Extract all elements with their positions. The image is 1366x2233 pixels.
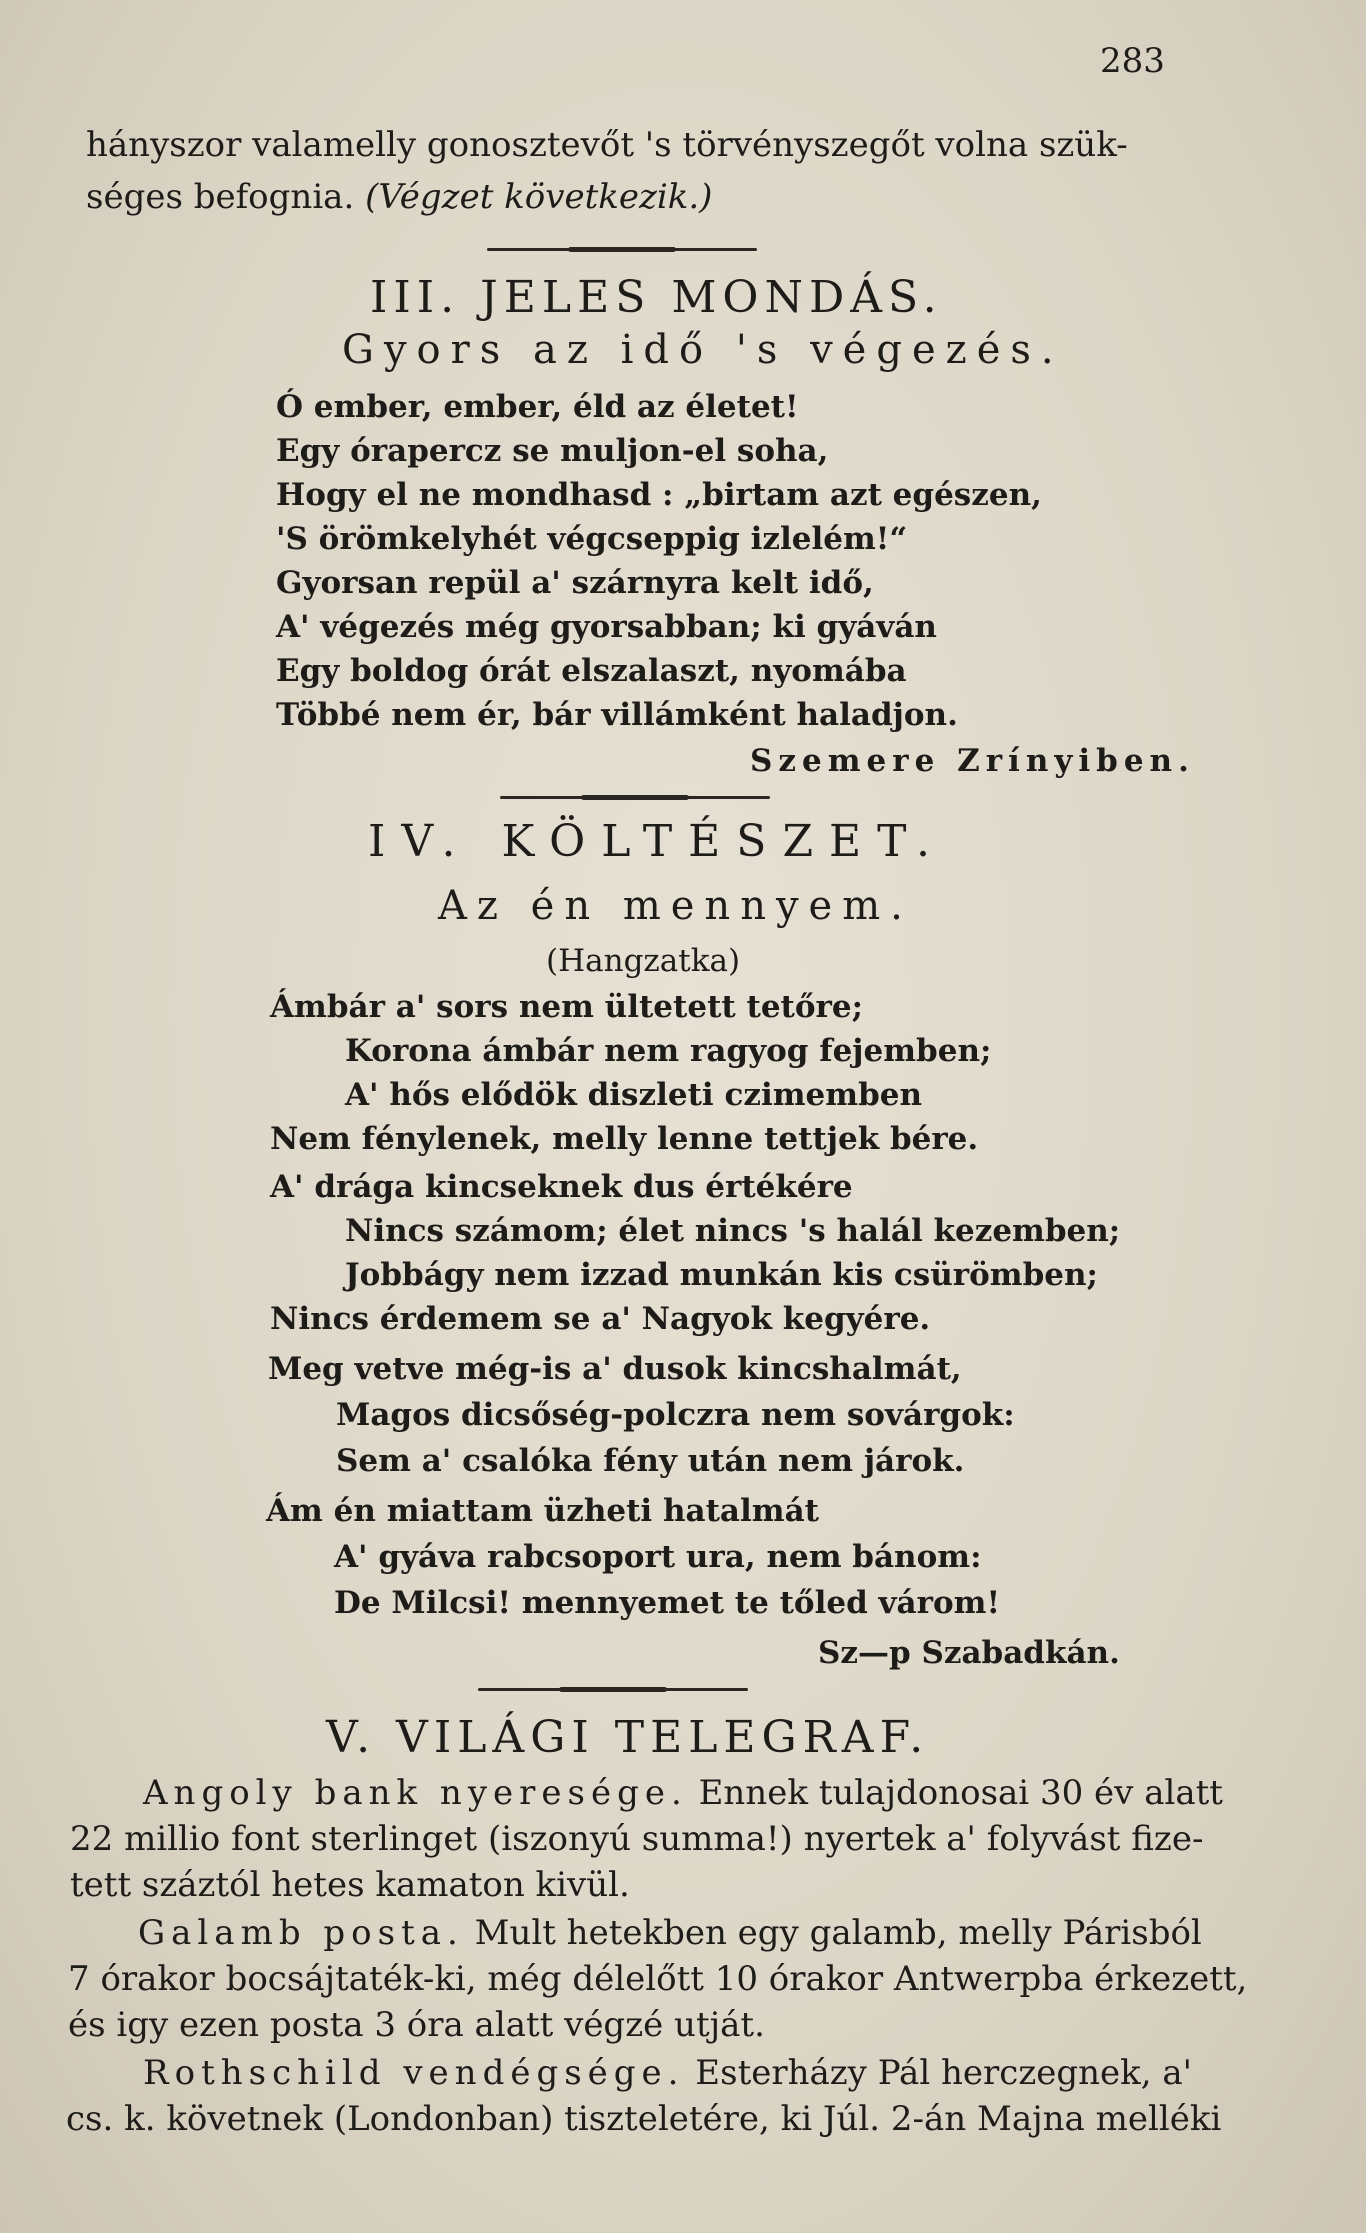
section4-subheading: Az én mennyem. [438, 883, 913, 929]
section3-line-1: Ó ember, ember, éld az életet! [276, 389, 799, 425]
divider-rule-2 [500, 796, 770, 799]
divider-rule-1 [487, 248, 757, 251]
telegraf-item-1-line-2: 22 millio font sterlinget (iszonyú summa!) nyertek a' folyvást fize- [70, 1819, 1204, 1859]
section4-line-2: Korona ámbár nem ragyog fejemben; [345, 1033, 992, 1069]
section4-line-9: Meg vetve még-is a' dusok kincshalmát, [268, 1351, 962, 1387]
section4-line-5: A' drága kincseknek dus értékére [270, 1169, 853, 1205]
section4-line-1: Ámbár a' sors nem ültetett tetőre; [270, 989, 864, 1025]
section4-line-11: Sem a' csalóka fény után nem járok. [336, 1443, 965, 1479]
section3-line-6: A' végezés még gyorsabban; ki gyáván [276, 609, 937, 645]
section4-signature: Sz—p Szabadkán. [818, 1635, 1120, 1671]
section3-signature: Szemere Zrínyiben. [750, 743, 1195, 779]
telegraf-item-2-line-3: és igy ezen posta 3 óra alatt végzé utját. [68, 2005, 765, 2045]
telegraf-item-2-text-1: Mult hetekben egy galamb, melly Párisból [474, 1913, 1202, 1953]
telegraf-item-2-title: Galamb posta. [138, 1913, 464, 1953]
divider-rule-3 [478, 1688, 748, 1691]
telegraf-item-3-text-1: Esterházy Pál herczegnek, a' [695, 2053, 1192, 2093]
section3-line-3: Hogy el ne mondhasd : „birtam azt egészen, [276, 477, 1042, 513]
section4-line-7: Jobbágy nem izzad munkán kis csürömben; [345, 1257, 1098, 1293]
intro-line-1: hányszor valamelly gonosztevőt 's törvényszegőt volna szük- [86, 125, 1128, 165]
telegraf-item-1-line-3: tett száztól hetes kamaton kivül. [70, 1865, 630, 1905]
intro-line-2 [86, 177, 713, 217]
section4-line-12: Ám én miattam üzheti hatalmát [266, 1493, 819, 1529]
telegraf-item-3-line-1 [143, 2053, 1192, 2093]
section3-line-4: 'S örömkelyhét végcseppig izlelém!“ [276, 521, 908, 557]
section3-line-8: Többé nem ér, bár villámként haladjon. [276, 697, 958, 733]
section3-line-7: Egy boldog órát elszalaszt, nyomába [276, 653, 907, 689]
section4-line-6: Nincs számom; élet nincs 's halál kezemben; [345, 1213, 1121, 1249]
page-number: 283 [1100, 41, 1165, 81]
telegraf-item-3-line-2: cs. k. követnek (Londonban) tiszteletére, ki Júl. 2-án Majna melléki [66, 2099, 1222, 2139]
telegraf-item-3-title: Rothschild vendégsége. [143, 2053, 685, 2093]
telegraf-item-2-line-2: 7 órakor bocsájtaték-ki, még délelőtt 10 órakor Antwerpba érkezett, [68, 1959, 1248, 1999]
telegraf-item-1-text-1: Ennek tulajdonosai 30 év alatt [698, 1773, 1223, 1813]
section4-line-14: De Milcsi! mennyemet te tőled várom! [334, 1585, 1001, 1621]
section4-line-10: Magos dicsőség-polczra nem sovárgok: [336, 1397, 1015, 1433]
telegraf-item-2-line-1 [138, 1913, 1202, 1953]
section3-line-5: Gyorsan repül a' szárnyra kelt idő, [276, 565, 874, 601]
section4-line-3: A' hős elődök diszleti czimemben [345, 1077, 923, 1113]
intro-line-2-italic: (Végzet következik.) [365, 177, 713, 217]
section4-line-4: Nem fénylenek, melly lenne tettjek bére. [270, 1121, 979, 1157]
section4-line-13: A' gyáva rabcsoport ura, nem bánom: [334, 1539, 982, 1575]
section3-line-2: Egy órapercz se muljon-el soha, [276, 433, 829, 469]
section3-subheading: Gyors az idő 's végezés. [342, 327, 1064, 373]
telegraf-item-1-line-1 [143, 1773, 1223, 1813]
section4-heading: IV. KÖLTÉSZET. [368, 816, 946, 867]
section3-heading: III. JELES MONDÁS. [370, 272, 943, 323]
section5-heading: V. VILÁGI TELEGRAF. [326, 1712, 930, 1763]
section4-line-8: Nincs érdemem se a' Nagyok kegyére. [270, 1301, 931, 1337]
intro-line-2-text: séges befognia. [86, 177, 355, 217]
telegraf-item-1-title: Angoly bank nyeresége. [143, 1773, 688, 1813]
section4-genre: (Hangzatka) [546, 943, 741, 979]
